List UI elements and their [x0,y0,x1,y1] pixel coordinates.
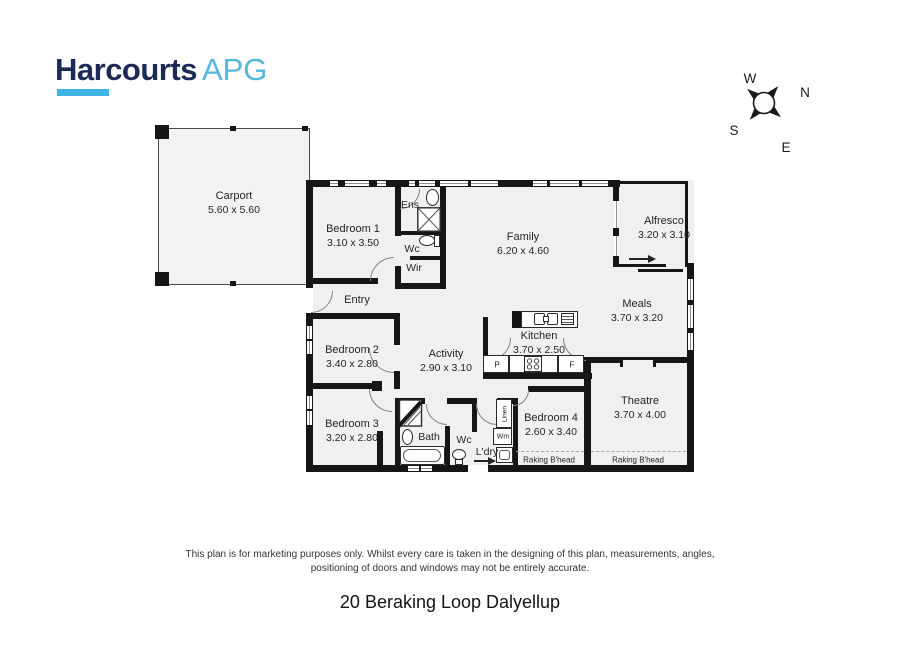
wall-segment [613,228,619,236]
washing-machine-label: Wm [496,433,510,441]
wall-kitchen-bottom [483,373,592,379]
carport-post-dot [230,281,236,286]
wall-wc-ldry-divider [472,398,477,432]
window [377,181,386,186]
room-label-theatre: Theatre 3.70 x 4.00 [614,395,666,421]
logo-underline [57,89,109,96]
wc2-cistern [455,459,463,465]
cooktop [524,356,542,372]
washing-machine [493,428,512,445]
sliding-door-arrow-head [648,255,656,263]
wall-theatre-top [591,357,621,363]
raking-bulkhead-line [516,451,584,452]
carport-post-dot [302,126,308,131]
ensuite-shower [417,207,441,232]
room-label-entry: Entry [344,294,370,306]
laundry-door-gap [468,465,488,472]
room-label-ens: Ens [400,199,420,211]
wall-bedroom4-top [528,386,585,392]
wall-bedroom2-right [394,313,400,345]
pantry-label: P [494,360,500,370]
window [614,201,618,228]
logo-suffix-text: APG [201,52,268,87]
fridge-cabinet [558,355,584,373]
island-end-cap [512,311,521,328]
sliding-door-panel [638,269,683,272]
room-label-wc2: Wc [456,434,472,446]
ensuite-basin [426,189,439,206]
wall-entry-bedroom2 [306,313,400,319]
disclaimer-text: This plan is for marketing purposes only. Whilst every care is taken in the designing of this plan, measurements, angles, positioning of doors and windows may not be entirely accurate. [185,549,715,574]
sink-faucet [543,316,549,322]
property-address: 20 Beraking Loop Dalyellup [339,592,561,612]
room-label-family: Family 6.20 x 4.60 [497,231,549,257]
window [688,279,693,300]
window [307,396,312,409]
window [408,466,419,471]
wall-kitchen-left [483,317,488,357]
window [330,181,338,186]
wall-ldry-right [513,398,518,472]
sliding-door-arrow [629,258,649,260]
wall-bedroom2-right [394,371,400,389]
wall-alfresco-top [618,181,688,184]
compass-label-w: W [743,71,757,86]
compass-circle [754,93,775,114]
fridge-label: F [569,360,575,370]
room-label-alfresco: Alfresco 3.20 x 3.10 [638,215,690,241]
window [471,181,498,186]
wall-segment [613,186,619,201]
room-label-wir: Wir [406,262,422,274]
laundry-trough-inner [499,450,510,460]
harcourts-logo [55,52,267,88]
dishwasher [561,313,574,325]
room-label-bath: Bath [418,431,440,443]
wall-wir-bottom [395,283,446,289]
carport-post [155,272,169,286]
room-label-bedroom2: Bedroom 2 3.40 x 2.80 [325,344,379,370]
wc-toilet [419,235,435,246]
window [582,181,608,186]
compass-label-n: N [800,85,810,100]
room-label-bedroom4: Bedroom 4 2.60 x 3.40 [524,412,578,438]
theatre-opening-jamb [653,357,656,367]
room-label-activity: Activity 2.90 x 3.10 [420,348,472,374]
raking-bulkhead-label: Raking B'head [612,455,664,465]
bath-basin [402,429,413,445]
linen-label: Linen [501,406,509,422]
compass-label-e: E [781,140,791,155]
bathtub-inner [403,449,441,462]
room-label-bedroom1: Bedroom 1 3.10 x 3.50 [326,223,380,249]
compass-rose [706,52,821,157]
window [550,181,579,186]
wall-bedroom1-bottom [306,278,378,284]
wall-segment [395,266,401,283]
window [409,181,415,186]
theatre-opening-jamb [620,357,656,360]
window [307,341,312,354]
window [307,326,312,339]
bath-shower [396,399,423,429]
wall-bath-wc-divider [445,426,450,472]
window [345,181,369,186]
window [688,305,693,328]
wall-bedroom2-3-divider [306,383,380,389]
sliding-door-panel [619,264,666,267]
window [421,466,432,471]
window [307,411,312,425]
carport-post [155,125,169,139]
window [533,181,547,186]
room-label-ldry: L'dry [475,446,499,458]
room-label-bedroom3: Bedroom 3 3.20 x 2.80 [325,418,379,444]
logo-brand-text: Harcourts [55,52,197,87]
room-label-meals: Meals 3.70 x 3.20 [611,298,663,324]
linen-closet [496,399,512,428]
room-label-kitchen: Kitchen 3.70 x 2.50 [513,330,565,356]
wc-cistern [434,235,440,247]
raking-bulkhead-label: Raking B'head [523,455,575,465]
laundry-exit-arrow [474,460,489,462]
wall-segment [440,187,446,289]
wall-theatre-top [656,357,688,363]
compass-label-s: S [729,123,739,138]
theatre-opening-jamb [620,357,623,367]
raking-bulkhead-line [591,451,686,452]
wall-wc-wir-divider [410,256,440,260]
wall-exterior-bottom [306,465,694,472]
window [440,181,468,186]
pantry-cabinet [483,355,509,373]
window [614,236,618,256]
window [419,181,435,186]
room-label-wc1: Wc [404,243,420,255]
window [688,333,693,350]
room-label-carport: Carport 5.60 x 5.60 [208,190,260,216]
carport-post-dot [230,126,236,131]
